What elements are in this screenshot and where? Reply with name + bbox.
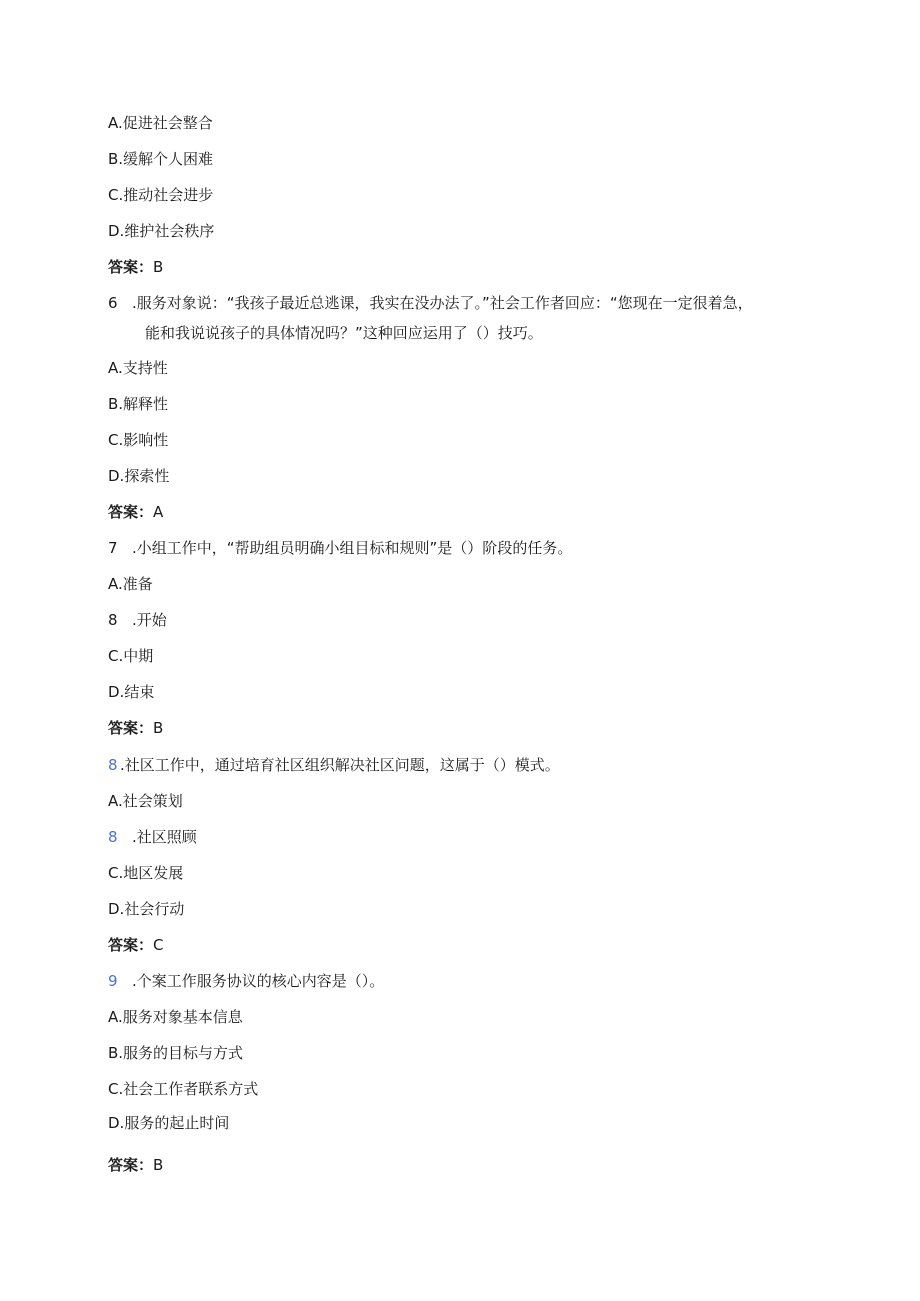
option-text: D.服务的起止时间 [108,1114,230,1132]
question-text: .个案工作服务协议的核心内容是（）。 [132,972,385,990]
answer-label: 答案： [108,936,154,954]
option-text: A.准备 [108,575,153,593]
option-line [108,574,153,594]
option-text: C.地区发展 [108,864,184,882]
option-line [108,185,213,205]
option-text: B.服务的目标与方式 [108,1044,244,1062]
option-text: A.社会策划 [108,792,183,810]
option-text: B.解释性 [108,395,169,413]
question-text: .开始 [132,611,167,629]
option-text: D.探索性 [108,467,170,485]
question-line [108,827,197,847]
answer-label: 答案： [108,1156,154,1174]
option-text: C.推动社会进步 [108,186,214,204]
question-text: 能和我说说孩子的具体情况吗？”这种回应运用了（）技巧。 [145,324,543,342]
option-text: D.社会行动 [108,900,185,918]
answer-line [108,257,163,277]
question-number: 7 [108,539,118,557]
question-number: 6 [108,294,118,312]
question-line [108,293,753,313]
answer-line [108,718,163,738]
option-text: C.影响性 [108,431,169,449]
option-line [108,1007,243,1027]
question-text: .服务对象说：“我孩子最近总逃课，我实在没办法了。”社会工作者回应：“您现在一定很着急， [132,294,753,312]
option-text: A.支持性 [108,359,168,377]
answer-line [108,502,163,522]
question-number: 8 [108,611,118,629]
option-line [108,1079,258,1099]
answer-label: 答案： [108,719,154,737]
answer-value: B [153,719,164,737]
option-text: D.结束 [108,683,155,701]
option-text: B.缓解个人困难 [108,150,214,168]
option-line [108,899,184,919]
option-line [108,394,168,414]
answer-value: B [153,258,164,276]
question-line [108,755,560,775]
option-line [108,113,213,133]
answer-line [108,935,164,955]
option-line [108,221,214,241]
answer-value: C [153,936,164,954]
answer-label: 答案： [108,258,154,276]
question-continuation [145,323,543,343]
option-text: A.促进社会整合 [108,114,213,132]
option-text: C.社会工作者联系方式 [108,1080,259,1098]
option-line [108,430,168,450]
option-line [108,791,183,811]
question-text: .小组工作中，“帮助组员明确小组目标和规则”是（）阶段的任务。 [132,539,573,557]
option-text: D.维护社会秩序 [108,222,215,240]
question-text: .社区工作中，通过培育社区组织解决社区问题，这属于（）模式。 [120,756,560,774]
question-line [108,538,572,558]
option-line [108,358,168,378]
question-number: 8 [108,756,118,774]
question-line [108,971,384,991]
option-text: C.中期 [108,647,154,665]
option-line [108,149,213,169]
answer-value: A [153,503,164,521]
question-text: .社区照顾 [132,828,197,846]
question-line [108,610,167,630]
option-text: A.服务对象基本信息 [108,1008,243,1026]
option-line [108,1113,229,1133]
question-number: 8 [108,828,118,846]
option-line [108,682,154,702]
answer-line [108,1155,163,1175]
option-line [108,1043,243,1063]
option-line [108,863,183,883]
answer-label: 答案： [108,503,154,521]
answer-value: B [153,1156,164,1174]
option-line [108,466,169,486]
question-number: 9 [108,972,118,990]
option-line [108,646,153,666]
